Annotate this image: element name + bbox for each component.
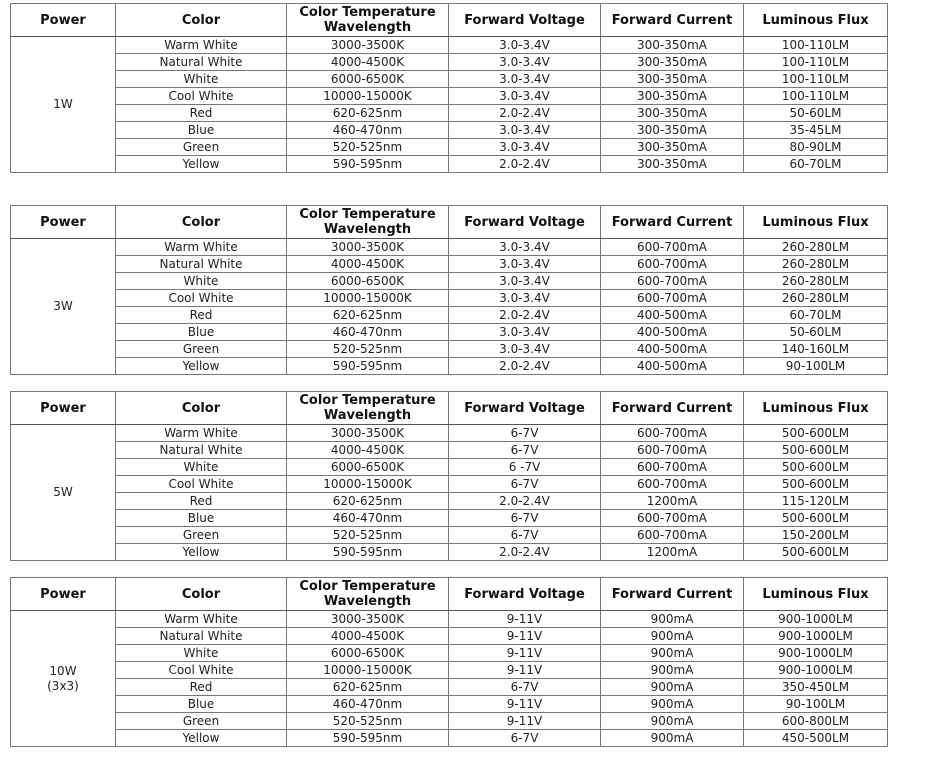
voltage-cell: 2.0-2.4V [449,493,601,510]
flux-cell: 60-70LM [744,307,888,324]
flux-cell: 600-800LM [744,713,888,730]
current-cell: 400-500mA [601,307,744,324]
voltage-cell: 3.0-3.4V [449,324,601,341]
color-cell: Blue [116,122,287,139]
flux-cell: 450-500LM [744,730,888,747]
table-row [11,239,888,256]
voltage-cell: 6-7V [449,730,601,747]
temp-cell: 4000-4500K [287,442,449,459]
temp-cell: 6000-6500K [287,645,449,662]
color-cell: Red [116,493,287,510]
header-color-temperature-label: Color Temperature [299,393,436,408]
header-forward-current-label: Forward Current [611,12,733,28]
current-cell: 900mA [601,713,744,730]
current-cell: 900mA [601,730,744,747]
voltage-cell: 3.0-3.4V [449,71,601,88]
table-row [11,71,888,88]
header-forward-current-label: Forward Current [611,400,733,416]
flux-cell: 100-110LM [744,54,888,71]
header-power-label: Power [40,400,86,416]
table-row [11,37,888,54]
flux-cell: 900-1000LM [744,628,888,645]
color-cell: Cool White [116,290,287,307]
temp-cell: 3000-3500K [287,611,449,628]
color-cell: White [116,71,287,88]
header-color [116,578,287,611]
flux-cell: 60-70LM [744,156,888,173]
voltage-cell: 3.0-3.4V [449,256,601,273]
header-forward-voltage-label: Forward Voltage [464,12,585,28]
current-cell: 600-700mA [601,239,744,256]
current-cell: 600-700mA [601,459,744,476]
power-cell [11,611,116,747]
voltage-cell: 3.0-3.4V [449,341,601,358]
current-cell: 300-350mA [601,156,744,173]
temp-cell: 590-595nm [287,358,449,375]
temp-cell: 620-625nm [287,105,449,122]
flux-cell: 500-600LM [744,425,888,442]
color-cell: Red [116,105,287,122]
spec-table-5w [10,391,888,561]
flux-cell: 260-280LM [744,273,888,290]
color-cell: Red [116,679,287,696]
temp-cell: 460-470nm [287,324,449,341]
color-cell: Natural White [116,54,287,71]
flux-cell: 260-280LM [744,256,888,273]
temp-cell: 3000-3500K [287,425,449,442]
header-luminous-flux-label: Luminous Flux [762,400,869,416]
header-forward-voltage-label: Forward Voltage [464,214,585,230]
header-forward-current [601,392,744,425]
table-row [11,256,888,273]
header-power-label: Power [40,12,86,28]
table-row [11,358,888,375]
voltage-cell: 3.0-3.4V [449,122,601,139]
current-cell: 900mA [601,679,744,696]
current-cell: 600-700mA [601,442,744,459]
voltage-cell: 2.0-2.4V [449,358,601,375]
temp-cell: 460-470nm [287,696,449,713]
temp-cell: 590-595nm [287,156,449,173]
header-color [116,392,287,425]
header-luminous-flux-label: Luminous Flux [762,12,869,28]
header-power [11,206,116,239]
current-cell: 400-500mA [601,324,744,341]
voltage-cell: 2.0-2.4V [449,156,601,173]
table-row [11,88,888,105]
table-row [11,105,888,122]
header-power [11,4,116,37]
header-forward-voltage [449,578,601,611]
color-cell: Blue [116,324,287,341]
header-color-temperature-label: Wavelength [323,20,412,35]
header-forward-current [601,206,744,239]
voltage-cell: 6-7V [449,425,601,442]
power-value: 1W [53,97,73,111]
table-row [11,527,888,544]
header-color-temperature [287,206,449,239]
voltage-cell: 3.0-3.4V [449,290,601,307]
current-cell: 600-700mA [601,273,744,290]
header-color-temperature-label: Color Temperature [299,207,436,222]
temp-cell: 4000-4500K [287,54,449,71]
table-row [11,324,888,341]
flux-cell: 500-600LM [744,544,888,561]
header-row [11,206,888,239]
table-row [11,54,888,71]
temp-cell: 10000-15000K [287,662,449,679]
color-cell: Yellow [116,358,287,375]
flux-cell: 80-90LM [744,139,888,156]
temp-cell: 10000-15000K [287,290,449,307]
table-row [11,730,888,747]
color-cell: Yellow [116,730,287,747]
flux-cell: 500-600LM [744,442,888,459]
current-cell: 900mA [601,611,744,628]
voltage-cell: 9-11V [449,662,601,679]
current-cell: 600-700mA [601,527,744,544]
power-value: 5W [53,485,73,499]
power-cell [11,425,116,561]
flux-cell: 100-110LM [744,71,888,88]
voltage-cell: 3.0-3.4V [449,54,601,71]
current-cell: 600-700mA [601,425,744,442]
header-row [11,4,888,37]
voltage-cell: 2.0-2.4V [449,544,601,561]
power-value: 3W [53,299,73,313]
voltage-cell: 9-11V [449,696,601,713]
current-cell: 300-350mA [601,54,744,71]
voltage-cell: 6 -7V [449,459,601,476]
flux-cell: 90-100LM [744,358,888,375]
flux-cell: 500-600LM [744,476,888,493]
color-cell: White [116,273,287,290]
color-cell: Cool White [116,662,287,679]
voltage-cell: 9-11V [449,713,601,730]
current-cell: 600-700mA [601,290,744,307]
current-cell: 1200mA [601,544,744,561]
flux-cell: 100-110LM [744,37,888,54]
current-cell: 900mA [601,696,744,713]
current-cell: 300-350mA [601,139,744,156]
power-cell [11,37,116,173]
current-cell: 300-350mA [601,71,744,88]
color-cell: Natural White [116,628,287,645]
table-row [11,341,888,358]
table-row [11,645,888,662]
current-cell: 300-350mA [601,37,744,54]
color-cell: Warm White [116,425,287,442]
flux-cell: 900-1000LM [744,645,888,662]
voltage-cell: 9-11V [449,645,601,662]
header-color-temperature-label: Wavelength [323,222,412,237]
power-cell [11,239,116,375]
table-row [11,662,888,679]
voltage-cell: 3.0-3.4V [449,88,601,105]
flux-cell: 500-600LM [744,510,888,527]
flux-cell: 260-280LM [744,239,888,256]
flux-cell: 150-200LM [744,527,888,544]
current-cell: 1200mA [601,493,744,510]
table-row [11,122,888,139]
temp-cell: 590-595nm [287,544,449,561]
current-cell: 300-350mA [601,88,744,105]
temp-cell: 590-595nm [287,730,449,747]
temp-cell: 4000-4500K [287,628,449,645]
header-color-temperature [287,4,449,37]
spec-table-10w [10,577,888,747]
flux-cell: 140-160LM [744,341,888,358]
table-row [11,544,888,561]
flux-cell: 50-60LM [744,324,888,341]
temp-cell: 10000-15000K [287,88,449,105]
header-power-label: Power [40,214,86,230]
temp-cell: 520-525nm [287,341,449,358]
flux-cell: 100-110LM [744,88,888,105]
table-row [11,139,888,156]
temp-cell: 460-470nm [287,510,449,527]
voltage-cell: 3.0-3.4V [449,139,601,156]
header-forward-voltage [449,4,601,37]
color-cell: Green [116,527,287,544]
header-forward-voltage-label: Forward Voltage [464,586,585,602]
header-color-label: Color [181,586,221,602]
table-row [11,442,888,459]
current-cell: 400-500mA [601,341,744,358]
table-row [11,696,888,713]
flux-cell: 500-600LM [744,459,888,476]
header-luminous-flux [744,392,888,425]
header-color-temperature-label: Wavelength [323,408,412,423]
temp-cell: 460-470nm [287,122,449,139]
flux-cell: 50-60LM [744,105,888,122]
current-cell: 900mA [601,645,744,662]
header-color-temperature [287,578,449,611]
flux-cell: 260-280LM [744,290,888,307]
voltage-cell: 3.0-3.4V [449,239,601,256]
voltage-cell: 6-7V [449,442,601,459]
header-color-label: Color [181,400,221,416]
color-cell: Cool White [116,476,287,493]
temp-cell: 620-625nm [287,679,449,696]
header-forward-voltage [449,392,601,425]
current-cell: 300-350mA [601,122,744,139]
temp-cell: 6000-6500K [287,273,449,290]
color-cell: Yellow [116,544,287,561]
flux-cell: 350-450LM [744,679,888,696]
table-row [11,307,888,324]
color-cell: Warm White [116,611,287,628]
current-cell: 400-500mA [601,358,744,375]
header-forward-voltage [449,206,601,239]
color-cell: Blue [116,696,287,713]
table-row [11,679,888,696]
voltage-cell: 2.0-2.4V [449,105,601,122]
table-row [11,156,888,173]
color-cell: Red [116,307,287,324]
current-cell: 900mA [601,662,744,679]
temp-cell: 620-625nm [287,493,449,510]
header-color-label: Color [181,12,221,28]
color-cell: Green [116,341,287,358]
header-color-temperature-label: Color Temperature [299,5,436,20]
spec-table-3w [10,205,888,375]
voltage-cell: 2.0-2.4V [449,307,601,324]
temp-cell: 6000-6500K [287,459,449,476]
color-cell: Natural White [116,256,287,273]
header-power-label: Power [40,586,86,602]
header-color-temperature [287,392,449,425]
header-row [11,578,888,611]
header-luminous-flux [744,4,888,37]
current-cell: 300-350mA [601,105,744,122]
color-cell: Green [116,713,287,730]
voltage-cell: 9-11V [449,628,601,645]
header-forward-current-label: Forward Current [611,214,733,230]
current-cell: 900mA [601,628,744,645]
color-cell: Green [116,139,287,156]
voltage-cell: 6-7V [449,679,601,696]
temp-cell: 620-625nm [287,307,449,324]
temp-cell: 520-525nm [287,527,449,544]
table-row [11,459,888,476]
temp-cell: 3000-3500K [287,37,449,54]
header-forward-current [601,4,744,37]
temp-cell: 3000-3500K [287,239,449,256]
temp-cell: 520-525nm [287,139,449,156]
table-row [11,713,888,730]
table-row [11,476,888,493]
power-value: 10W [49,663,77,678]
color-cell: White [116,459,287,476]
temp-cell: 10000-15000K [287,476,449,493]
header-luminous-flux-label: Luminous Flux [762,586,869,602]
header-forward-current [601,578,744,611]
header-color-label: Color [181,214,221,230]
table-row [11,425,888,442]
header-color [116,4,287,37]
header-power [11,392,116,425]
header-color-temperature-label: Color Temperature [299,579,436,594]
spec-table-1w [10,3,888,173]
header-luminous-flux [744,578,888,611]
table-row [11,273,888,290]
temp-cell: 4000-4500K [287,256,449,273]
voltage-cell: 6-7V [449,527,601,544]
header-color [116,206,287,239]
voltage-cell: 6-7V [449,510,601,527]
flux-cell: 90-100LM [744,696,888,713]
header-color-temperature-label: Wavelength [323,594,412,609]
current-cell: 600-700mA [601,510,744,527]
color-cell: Warm White [116,239,287,256]
voltage-cell: 3.0-3.4V [449,273,601,290]
table-row [11,290,888,307]
color-cell: Natural White [116,442,287,459]
flux-cell: 900-1000LM [744,611,888,628]
table-row [11,510,888,527]
color-cell: Yellow [116,156,287,173]
table-row [11,611,888,628]
temp-cell: 6000-6500K [287,71,449,88]
current-cell: 600-700mA [601,476,744,493]
flux-cell: 115-120LM [744,493,888,510]
power-value: (3x3) [47,678,79,693]
color-cell: Blue [116,510,287,527]
color-cell: White [116,645,287,662]
header-power [11,578,116,611]
voltage-cell: 9-11V [449,611,601,628]
header-forward-current-label: Forward Current [611,586,733,602]
header-forward-voltage-label: Forward Voltage [464,400,585,416]
header-luminous-flux [744,206,888,239]
current-cell: 600-700mA [601,256,744,273]
flux-cell: 900-1000LM [744,662,888,679]
color-cell: Cool White [116,88,287,105]
voltage-cell: 6-7V [449,476,601,493]
flux-cell: 35-45LM [744,122,888,139]
temp-cell: 520-525nm [287,713,449,730]
table-row [11,628,888,645]
color-cell: Warm White [116,37,287,54]
voltage-cell: 3.0-3.4V [449,37,601,54]
header-luminous-flux-label: Luminous Flux [762,214,869,230]
header-row [11,392,888,425]
table-row [11,493,888,510]
